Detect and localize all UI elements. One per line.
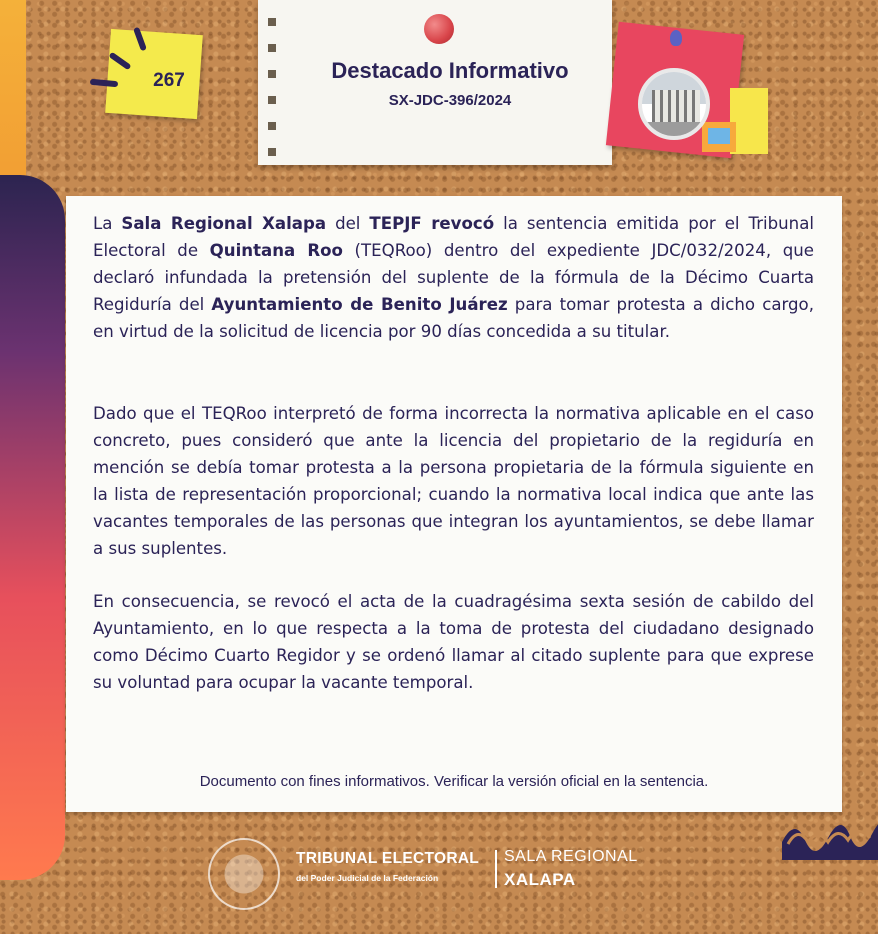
bulletin-number: 267 (153, 70, 185, 91)
paragraph-3: En consecuencia, se revocó el acta de la cuadragésima sexta sesión de cabildo del Ayuntamiento, en lo que respecta a la toma de protesta del ciudadano designado como Décimo Cuarto Regidor y se ordenó llamar al citado suplente para que exprese su voluntad para ocupar la vacante temporal. (93, 592, 814, 692)
org-name: TRIBUNAL ELECTORAL (296, 850, 480, 867)
paragraph-text: para tomar protesta a dicho cargo, en virtud de la solicitud de licencia por 90 días concedida a su titular. (93, 295, 814, 341)
paragraph-text: (TEQRoo) dentro del expediente JDC/032/2024, que declaró infundada la pretensión del suplente de la fórmula de la Décimo Cuarta Regiduría del (93, 241, 814, 314)
page-title: Destacado Informativo (331, 58, 569, 83)
push-pin-icon (424, 14, 454, 44)
accent-dash-icon (90, 79, 118, 87)
national-seal-logo (208, 838, 280, 910)
decorative-ribbon-gradient (0, 175, 65, 880)
paragraph-text: la sentencia emitida por el Tribunal Electoral de (93, 214, 814, 260)
sticky-note-small-blue (708, 128, 730, 144)
region-name: SALA REGIONAL (504, 848, 638, 865)
decorative-scribble-icon (780, 812, 878, 862)
case-id: SX-JDC-396/2024 (388, 92, 512, 109)
paragraph-2: Dado que el TEQRoo interpretó de forma incorrecta la normativa aplicable en el caso concreto, pues consideró que ante la licencia del propietario de la regiduría en mención se debía tomar protesta a la persona propietaria de la fórmula siguiente en la lista de representación proporcional; cuando la normativa local indica que ante las vacantes temporales de las personas que integran los ayuntamientos, se debe llamar a sus suplentes. (93, 404, 814, 558)
paragraph-text: del (326, 214, 370, 233)
logo-divider (495, 850, 497, 888)
binder-holes (268, 18, 276, 158)
region-city: XALAPA (504, 870, 576, 889)
paragraph-1 (93, 210, 814, 345)
paragraph-text: La (93, 214, 122, 233)
emphasis-text: Quintana Roo (209, 241, 343, 260)
disclaimer-footnote: Documento con fines informativos. Verificar la versión oficial en la sentencia. (199, 773, 709, 790)
push-pin-icon (670, 30, 682, 46)
org-subname: del Poder Judicial de la Federación (296, 873, 439, 883)
emphasis-text: Ayuntamiento de Benito Juárez (211, 295, 508, 314)
emphasis-text: TEPJF revocó (369, 214, 495, 233)
building-photo (638, 68, 710, 140)
emphasis-text: Sala Regional Xalapa (121, 214, 327, 233)
